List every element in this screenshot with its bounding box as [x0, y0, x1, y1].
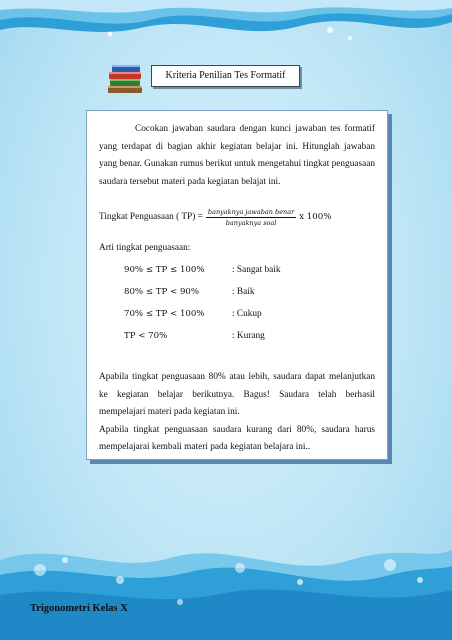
formula-fraction: [206, 207, 296, 228]
criteria-list: [99, 261, 375, 349]
criteria-item: [99, 261, 375, 283]
formula-label: Tingkat Penguasaan ( TP) =: [99, 212, 203, 223]
criteria-result: : Baik: [232, 286, 255, 297]
criteria-item: [99, 305, 375, 327]
bottom-wave-decoration: [0, 520, 452, 640]
criteria-result: : Sangat baik: [232, 264, 281, 275]
criteria-condition: 70% ≤ TP < 100%: [124, 308, 205, 319]
books-icon: [106, 60, 146, 96]
criteria-condition: 80% ≤ TP < 90%: [124, 286, 200, 297]
criteria-result: : Kurang: [232, 330, 265, 341]
closing-paragraph-pass: Apabila tingkat penguasaan 80% atau lebih, saudara dapat melanjutkan ke kegiatan belajar berikutnya. Bagus! Saudara telah berhasil mempelajari materi pada kegiatan ini.: [99, 371, 375, 418]
closing-paragraph-fail: Apabila tingkat penguasaan saudara kurang dari 80%, saudara harus mempelajarai kembali materi pada kegiatan belajara ini..: [99, 424, 375, 453]
formula: [99, 207, 375, 228]
criteria-result: : Cukup: [232, 308, 262, 319]
content-panel: [86, 110, 388, 460]
formula-numerator: banyaknya jawaban benar: [207, 208, 295, 217]
criteria-condition: 90% ≤ TP ≤ 100%: [124, 264, 205, 275]
section-title: Kriteria Penilian Tes Formatif: [151, 65, 300, 87]
formula-denominator: banyaknya soal: [225, 219, 277, 228]
criteria-item: [99, 283, 375, 305]
footer-label: Trigonometri Kelas X: [30, 603, 128, 614]
criteria-title: Arti tingkat penguasaan:: [99, 243, 191, 254]
formula-suffix: x 100%: [299, 212, 332, 223]
criteria-condition: TP < 70%: [124, 330, 168, 341]
criteria-item: [99, 327, 375, 349]
intro-paragraph: Cocokan jawaban saudara dengan kunci jawaban tes formatif yang terdapat di bagian akhir kegiatan belajar ini. Hitunglah jawaban yang benar. Gunakan rumus berikut untuk mengetahui tingkat penguasaan saudara tersebut materi pada kegiatan belajat ini.: [99, 124, 375, 187]
top-wave-decoration: [0, 0, 452, 60]
